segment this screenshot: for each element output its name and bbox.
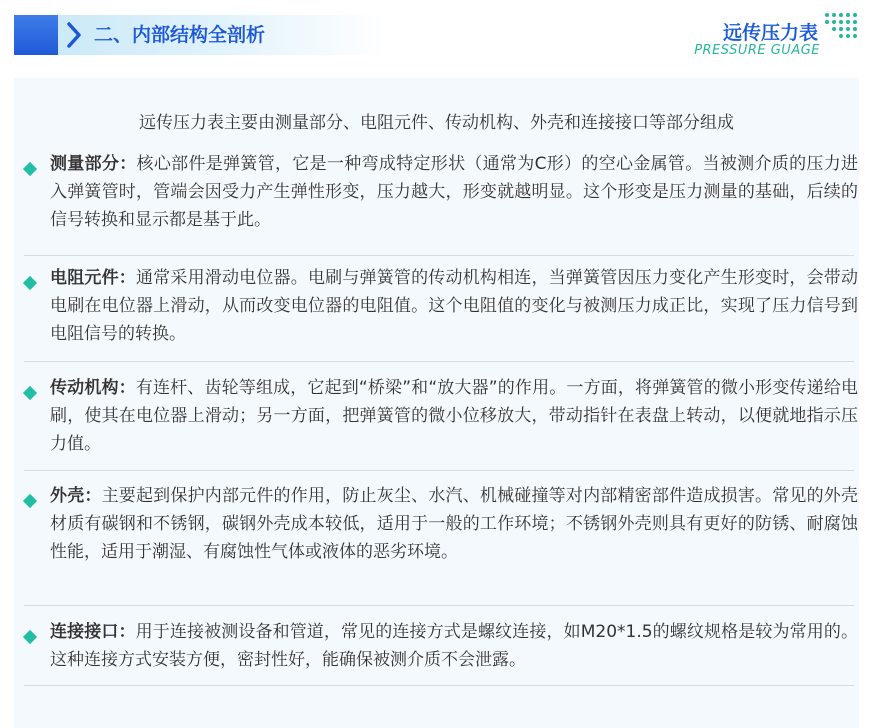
section-body <box>50 150 858 234</box>
section-description: 用于连接被测设备和管道，常见的连接方式是螺纹连接，如M20*1.5的螺纹规格是较为常用的。这种连接方式安装方便，密封性好，能确保被测介质不会泄露。 <box>50 622 858 670</box>
section-transmission <box>24 374 858 471</box>
content-panel <box>14 78 859 728</box>
dot-grid-icon <box>822 10 858 46</box>
section-body <box>50 482 858 566</box>
section-connector <box>24 618 858 686</box>
section-description: 主要起到保护内部元件的作用，防止灰尘、水汽、机械碰撞等对内部精密部件造成损害。常见的外壳材质有碳钢和不锈钢，碳钢外壳成本较低，适用于一般的工作环境；不锈钢外壳则具有更好的防锈、耐腐蚀性能，适用于潮湿、有腐蚀性气体或液体的恶劣环境。 <box>50 486 859 562</box>
section-description: 有连杆、齿轮等组成，它起到“桥梁”和“放大器”的作用。一方面，将弹簧管的微小形变传递给电刷，使其在电位器上滑动；另一方面，把弹簧管的微小位移放大，带动指针在表盘上转动，以便就地指示压力值。 <box>50 378 858 454</box>
diamond-bullet-icon <box>23 162 37 176</box>
diamond-bullet-icon <box>23 386 37 400</box>
section-body <box>50 618 858 674</box>
section-description: 通常采用滑动电位器。电刷与弹簧管的传动机构相连，当弹簧管因压力变化产生形变时，会带动电刷在电位器上滑动，从而改变电位器的电阻值。这个电阻值的变化与被测压力成正比，实现了压力信号到电阻信号的转换。 <box>50 268 859 344</box>
section-label: 外壳： <box>50 486 102 506</box>
intro-text: 远传压力表主要由测量部分、电阻元件、传动机构、外壳和连接接口等部分组成 <box>139 113 734 133</box>
section-title-bar <box>14 15 386 55</box>
section-description: 核心部件是弹簧管，它是一种弯成特定形状（通常为C形）的空心金属管。当被测介质的压力进入弹簧管时，管端会因受力产生弹性形变，压力越大，形变就越明显。这个形变是压力测量的基础，后续的信号转换和显示都是基于此。 <box>50 154 859 230</box>
section-body <box>50 374 858 458</box>
diamond-bullet-icon <box>23 630 37 644</box>
diamond-bullet-icon <box>23 494 37 508</box>
section-label: 测量部分： <box>50 154 137 174</box>
section-housing <box>24 482 859 606</box>
brand-name-en: PRESSURE GUAGE <box>694 43 820 58</box>
diamond-bullet-icon <box>23 276 37 290</box>
header <box>0 0 874 70</box>
section-measurement <box>24 150 859 256</box>
brand-name-cn: 远传压力表 <box>722 22 818 44</box>
section-resistor <box>24 264 859 362</box>
section-label: 电阻元件： <box>50 268 136 288</box>
title-accent-block <box>14 15 58 55</box>
chevron-right-icon <box>60 15 86 55</box>
brand-logo <box>658 10 858 62</box>
section-label: 传动机构： <box>50 378 136 398</box>
section-title: 二、内部结构全剖析 <box>94 24 266 46</box>
section-body <box>50 264 858 348</box>
section-label: 连接接口： <box>50 622 136 642</box>
